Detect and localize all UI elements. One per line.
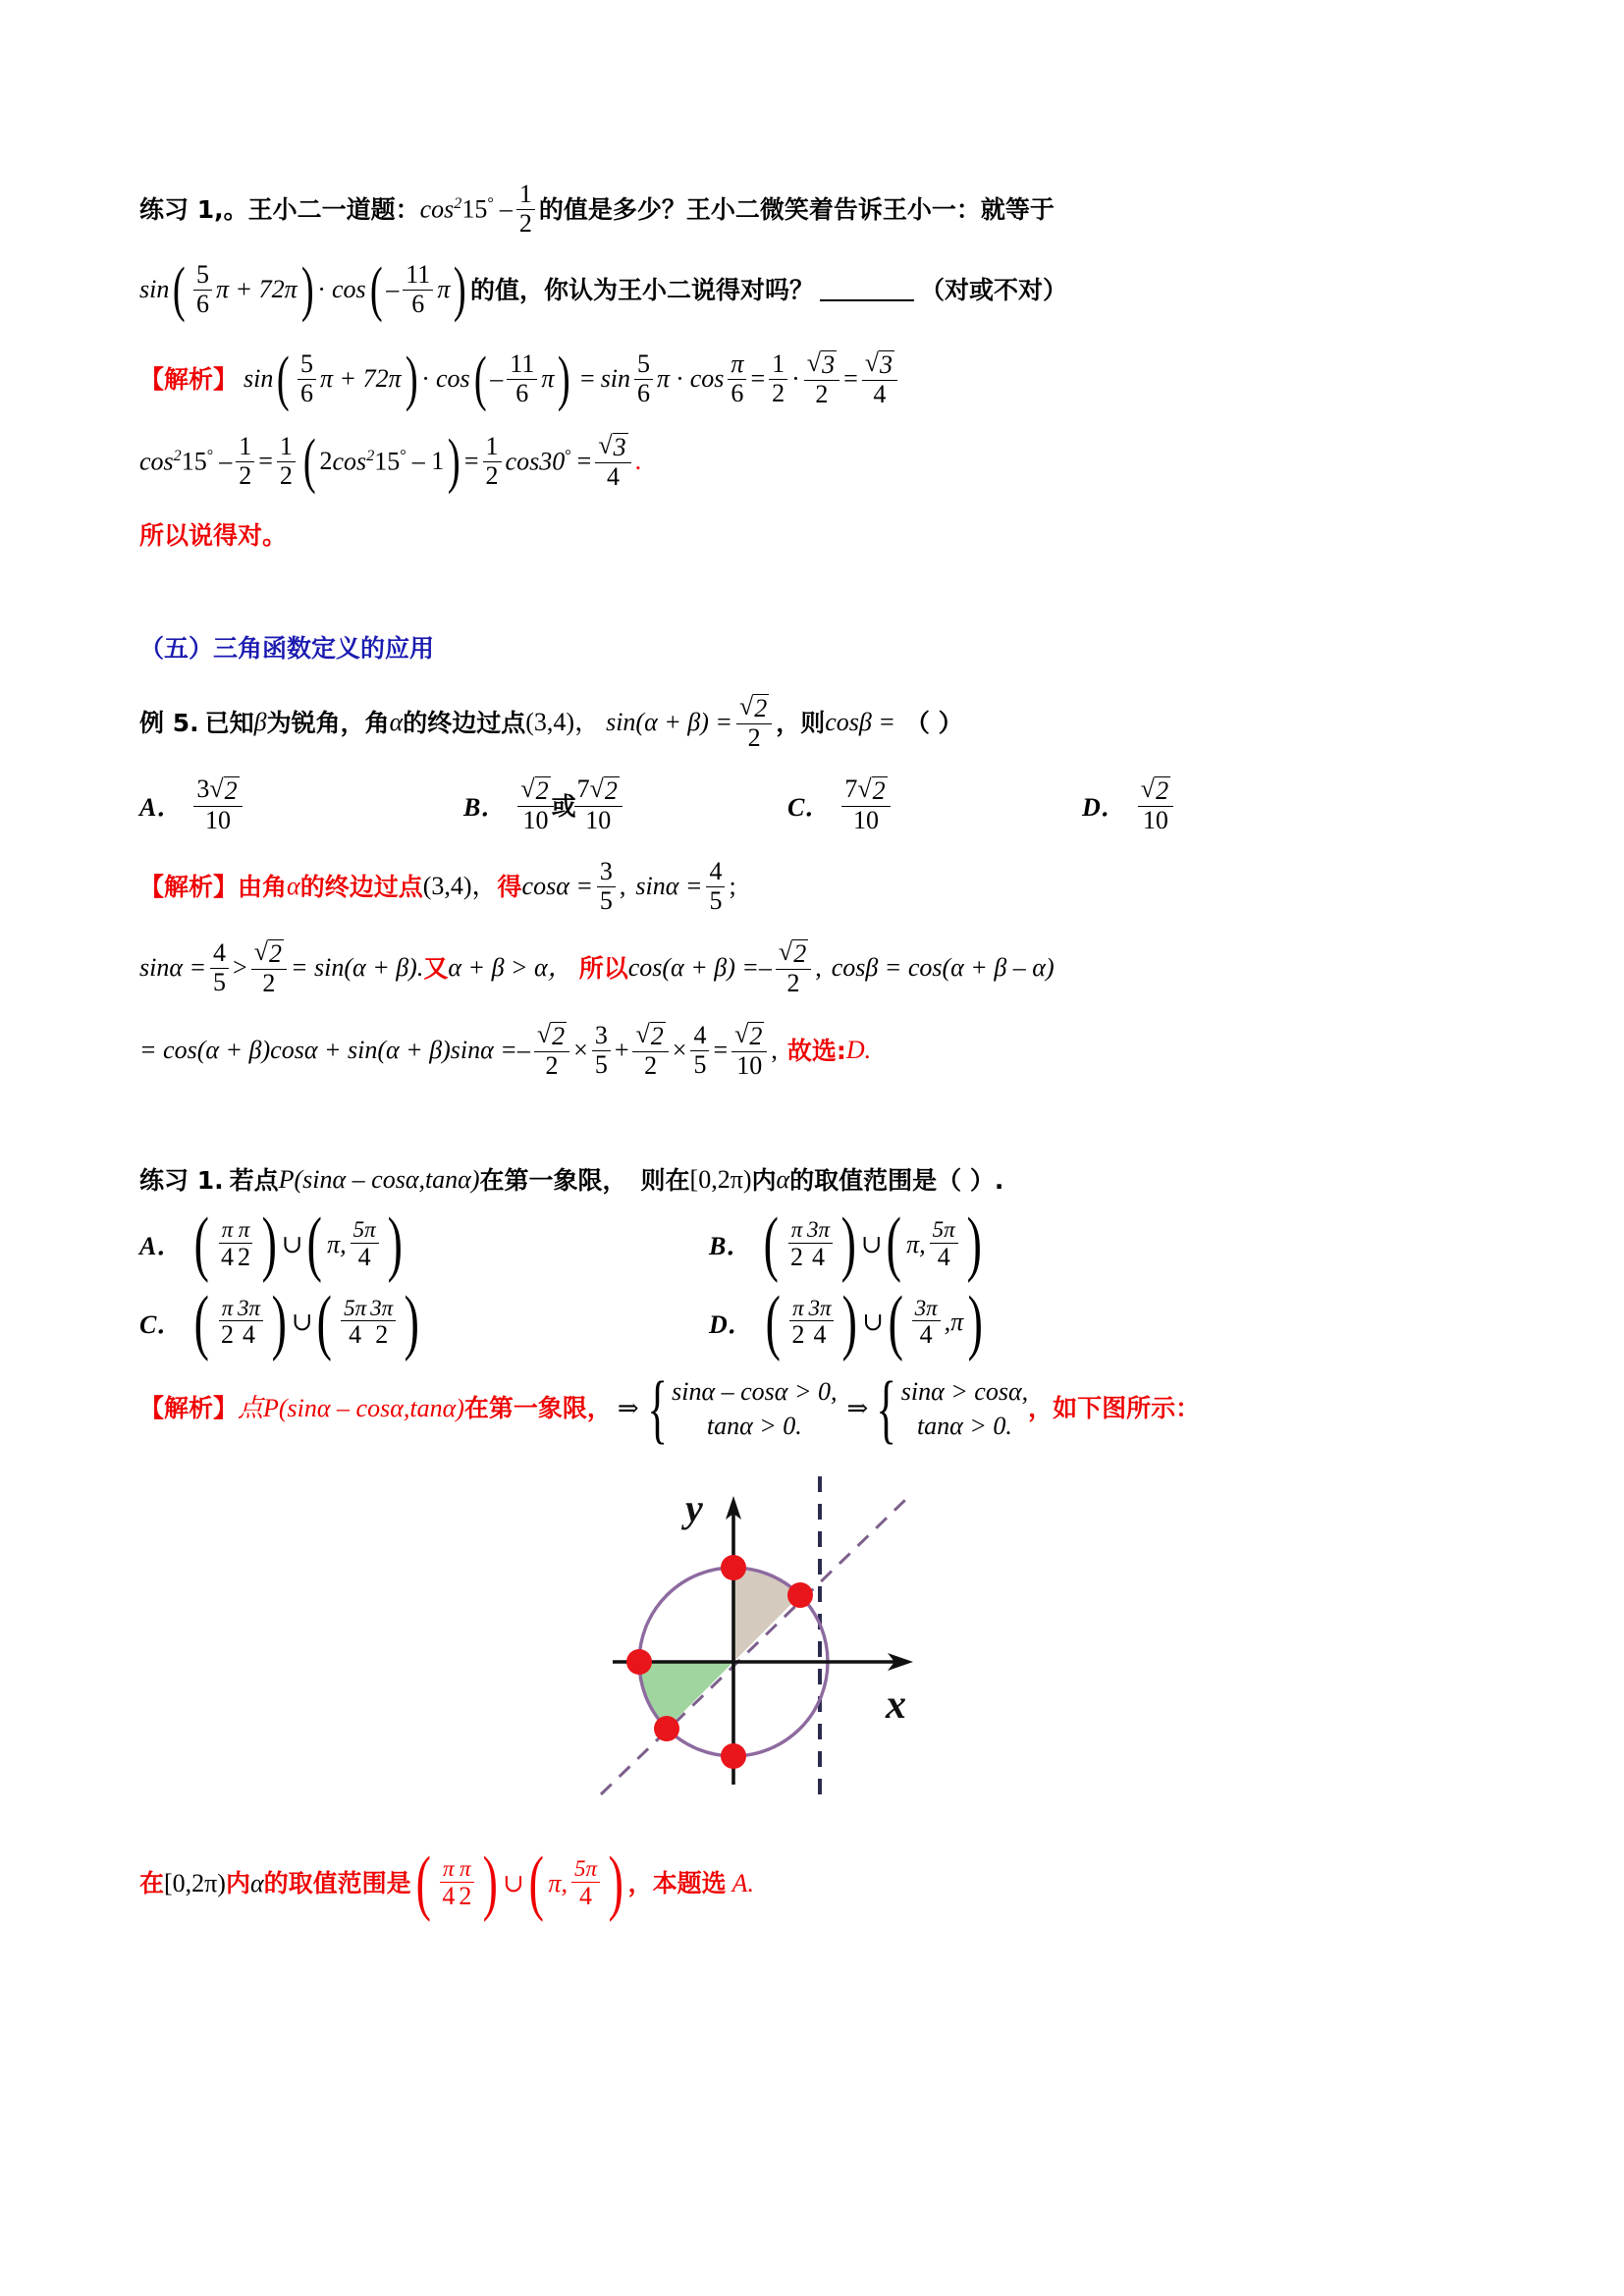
final-interval-2: ( π, $\frac{5\pi}{4}$ ) [528, 1842, 623, 1923]
option-d[interactable] [1082, 776, 1177, 833]
practice1-stem [139, 1167, 1367, 1193]
option-d-label: D． [1082, 792, 1126, 822]
solution-tag: 【解析】 [139, 1394, 239, 1423]
fraction-3-5: $\frac{3}{5}$ [592, 1023, 611, 1078]
x-axis-label: x [886, 1682, 906, 1728]
sin-function: sin [139, 275, 170, 304]
pi-comma: π, [327, 1229, 347, 1258]
final-interval-1: ( $\frac{\pi}{4}$ $\frac{\pi}{2}$ ) [415, 1842, 499, 1923]
cos-30: cos30° [505, 447, 571, 476]
cos-alpha-beta: cos(α + β) =– [627, 953, 772, 983]
implies-arrow-2: ⇒ [846, 1393, 869, 1422]
alpha-symbol: α [389, 708, 404, 737]
or-text: 或 [551, 792, 576, 822]
example5-stem-text1: 已知 [204, 708, 254, 737]
minus-sign: – [499, 194, 513, 224]
sol-text-3: 得 [497, 872, 522, 901]
union-symbol: ∪ [502, 1868, 524, 1897]
example5-stem-text2: 为锐角，角 [266, 708, 390, 737]
point-top [721, 1555, 746, 1580]
example5-solution-line2 [139, 939, 1367, 996]
cos-function: cos [331, 275, 366, 304]
example5-stem-text3: 的终边过点 [403, 708, 526, 737]
final-text-1: 在 [139, 1869, 165, 1898]
option-c-label: C． [787, 792, 831, 822]
equals-sin-alpha-beta: = sin(α + β). [291, 953, 424, 983]
point-P: P(sinα – cosα,tanα) [278, 1165, 480, 1195]
practice1-options-row2 [139, 1281, 1367, 1362]
pi-plus-72pi: π + 72π [216, 275, 298, 304]
cos-squared-15: $\cos^215^\circ$ [139, 447, 214, 476]
fraction-one-half: $\frac{1}{2}$ [769, 351, 787, 406]
fraction-one-half: $\frac{1}{2}$ [483, 434, 502, 489]
plus-sign: + [614, 1036, 629, 1065]
fraction-one-half: $\frac{1}{2}$ [277, 434, 296, 489]
document-content [139, 180, 1367, 1923]
fraction-5pi-4: $\frac{5\pi}{4}$ [341, 1297, 369, 1349]
you-text: 又 [423, 953, 449, 983]
practice1-stem-text2: 在第一象限， [479, 1165, 627, 1195]
exercise1-answer-hint: （对或不对） [920, 275, 1068, 304]
sqrt-2: √ 2 [209, 774, 238, 806]
fraction-4-5: $\frac{4}{5}$ [210, 940, 229, 995]
paren-group-5: ( 2 $\cos^215^\circ$ – 1 ) [302, 427, 460, 495]
sqrt-2: √ 2 [589, 774, 618, 806]
condition-alpha-beta: α + β > α， [448, 953, 573, 983]
green-sector [639, 1662, 733, 1729]
minus-sign: – [219, 447, 233, 476]
option-b-label: B． [463, 792, 507, 822]
sqrt-2: √ 2 [738, 692, 768, 723]
pi-comma: π, [548, 1868, 568, 1897]
alpha-symbol: α [287, 872, 300, 901]
interval-1: ( $\frac{\pi}{2}$ $\frac{3\pi}{4}$ ) [765, 1281, 858, 1362]
option-c[interactable] [787, 776, 1082, 833]
multiply-dot: · [317, 275, 326, 304]
sin-function: sin [244, 364, 274, 394]
fraction-7sqrt2-10: 7 √ 2 10 [574, 776, 623, 833]
interval-2: ( π, $\frac{5\pi}{4}$ ) [307, 1203, 403, 1285]
practice1-label: 练习 1. [139, 1165, 224, 1195]
comma: , [771, 1036, 778, 1065]
pi-symbol: π [657, 364, 671, 394]
point-5pi-over-4 [654, 1716, 679, 1741]
fraction-sqrt2-2: √ 2 2 [534, 1022, 569, 1079]
fraction-4-5: $\frac{4}{5}$ [690, 1023, 709, 1078]
example5-solution-line3 [139, 1022, 1367, 1079]
expansion-lhs: = cos(α + β)cosα + sin(α + β)sinα =– [139, 1036, 530, 1065]
exercise1-question-tail: 的值，你认为王小二说得对吗？ [470, 275, 815, 304]
unit-circle-figure [139, 1461, 1367, 1824]
coefficient-2: 2 [319, 447, 333, 476]
option-b[interactable] [463, 776, 787, 833]
cos-beta: cosβ = [825, 708, 895, 737]
cos-alpha: cosα = [521, 872, 593, 901]
sqrt-2: √ 2 [253, 937, 282, 969]
fraction-pi-2: $\frac{\pi}{2}$ [456, 1857, 474, 1909]
fraction-sqrt2-2: √ 2 2 [632, 1022, 668, 1079]
option-d[interactable] [709, 1281, 988, 1362]
unit-circle-svg [542, 1461, 964, 1824]
comma: , [815, 953, 822, 983]
fraction-sqrt2-2: √ 2 2 [251, 939, 287, 996]
minus-one: – 1 [411, 447, 445, 476]
pi-symbol: π [437, 275, 451, 304]
fraction-sqrt2-10: √ 2 10 [1138, 776, 1173, 833]
system-2: { sinα > cosα, tanα > 0. [876, 1364, 1029, 1451]
solution-tag: 【解析】 [139, 872, 239, 901]
fraction-4-5: $\frac{4}{5}$ [706, 859, 725, 914]
comma: , [619, 872, 626, 901]
multiply-dot: · [421, 364, 430, 394]
equals-sign: = [713, 1036, 729, 1065]
interval-1: ( $\frac{\pi}{2}$ $\frac{3\pi}{4}$ ) [764, 1203, 857, 1285]
multiply-sign: × [573, 1036, 588, 1065]
example5-label: 例 5. [139, 708, 199, 737]
cos-function: cos [689, 364, 725, 394]
system-1: { sinα – cosα > 0, tanα > 0. [647, 1364, 838, 1451]
fraction-pi-4: $\frac{\pi}{4}$ [439, 1857, 458, 1909]
point-P-red: 点P(sinα – cosα,tanα) [238, 1393, 464, 1422]
example5-options [139, 776, 1367, 833]
sqrt-2: √ 2 [635, 1020, 664, 1051]
answer-blank[interactable] [820, 278, 914, 301]
option-c-label: C． [139, 1309, 183, 1339]
practice1-stem-text5[interactable]: 的取值范围是（ ）. [789, 1165, 1004, 1195]
cos-function: cos [435, 364, 470, 394]
sqrt-2: √ 2 [778, 937, 807, 969]
interval-0-2pi: [0,2π) [164, 1868, 226, 1897]
fraction-pi-6: $\frac{\pi}{6}$ [728, 351, 746, 406]
fraction-7sqrt2-10: 7 √ 2 10 [841, 776, 890, 833]
pi-comma: π, [906, 1229, 926, 1258]
equals-sign: = [580, 364, 595, 394]
exercise1-solution-line1 [139, 345, 1367, 412]
greater-than: > [233, 953, 247, 983]
practice1-stem-text4: 内 [751, 1165, 777, 1195]
paren-group-3: ( $\frac{5}{6}$ π + 72π ) [277, 345, 418, 412]
example5-solution-line1 [139, 859, 1367, 914]
cos-squared-15: $\cos^215^\circ$ [332, 447, 406, 476]
union-symbol: ∪ [281, 1229, 303, 1258]
union-symbol: ∪ [862, 1308, 884, 1337]
fraction-3pi-4: $\frac{3\pi}{4}$ [804, 1218, 833, 1270]
fraction-5pi-4: $\frac{5\pi}{4}$ [930, 1218, 958, 1270]
fraction-5pi-4: $\frac{5\pi}{4}$ [351, 1218, 379, 1270]
point-pi-over-4 [787, 1582, 813, 1608]
answer-letter: D. [845, 1036, 872, 1065]
sol-text-1: 由角 [238, 872, 288, 901]
fraction-5pi-4: $\frac{5\pi}{4}$ [571, 1857, 600, 1909]
fraction-sqrt3-2: √ 3 2 [804, 350, 839, 407]
sqrt-3: √ 3 [864, 348, 893, 380]
fraction-5-6: $\frac{5}{6}$ [298, 351, 316, 406]
sqrt-2: √ 2 [520, 774, 549, 806]
sqrt-2: √ 2 [1140, 774, 1169, 806]
option-b[interactable] [709, 1203, 986, 1285]
sqrt-3: √ 3 [598, 431, 626, 462]
alpha-symbol: α [776, 1165, 790, 1195]
final-text-3: 的取值范围是 [263, 1869, 411, 1898]
cos-squared-15: $\cos^215^\circ$ [419, 194, 494, 224]
solution-tag: 【解析】 [139, 364, 239, 394]
point-left [626, 1649, 652, 1675]
sin-alpha: sinα = [139, 953, 207, 983]
final-text-4: 本题选 [652, 1869, 727, 1898]
section-heading-row [139, 634, 1367, 664]
multiply-dot: · [791, 364, 800, 394]
comma: ， [776, 708, 801, 737]
comma-pi: ,π [944, 1308, 964, 1337]
fraction-one-half: $\frac{1}{2}$ [236, 434, 254, 489]
equals-sign: = [258, 447, 273, 476]
union-symbol: ∪ [860, 1229, 883, 1258]
fraction-11-6: $\frac{11}{6}$ [507, 351, 537, 406]
fraction-3pi-4: $\frac{3\pi}{4}$ [912, 1297, 941, 1349]
fraction-sqrt2-10: √ 2 10 [517, 776, 553, 833]
interval-2: ( $\frac{5\pi}{4}$ $\frac{3\pi}{2}$ ) [317, 1281, 420, 1362]
system-2-row-2: tanα > 0. [916, 1411, 1012, 1440]
paren-group-2: ( – $\frac{11}{6}$ π ) [369, 255, 467, 323]
point-bottom [721, 1743, 746, 1769]
see-figure-text: ，如下图所示： [1028, 1394, 1201, 1423]
option-a-label: A． [139, 792, 183, 822]
answer-paren[interactable]: （ ） [904, 708, 963, 737]
exercise1-stem-line2 [139, 255, 1367, 323]
sin-alpha: sinα = [635, 872, 703, 901]
sqrt-2: √ 2 [734, 1020, 763, 1051]
fraction-3pi-4: $\frac{3\pi}{4}$ [805, 1297, 834, 1349]
multiply-sign: × [672, 1036, 687, 1065]
point-coordinates: (3,4)， [525, 708, 601, 737]
practice1-stem-text3: 则在 [640, 1165, 690, 1195]
option-b-label: B． [709, 1232, 752, 1261]
equals-sign: = [576, 447, 592, 476]
exercise1-stem-line1 [139, 182, 1367, 237]
period: . [634, 447, 642, 476]
fraction-pi-2: $\frac{\pi}{2}$ [218, 1297, 237, 1349]
system-1-row-1: sinα – cosα > 0, [672, 1376, 838, 1406]
interval-2: ( $\frac{3\pi}{4}$ ,π ) [888, 1281, 984, 1362]
fraction-sqrt2-10: √ 2 10 [731, 1022, 767, 1079]
negative-sign: – [386, 275, 400, 304]
final-answer-letter: A. [731, 1868, 755, 1897]
practice1-options-row1 [139, 1203, 1367, 1285]
exercise1-conclusion [139, 521, 1367, 551]
sin-function: sin [600, 364, 631, 394]
negative-sign: – [490, 364, 504, 394]
dashed-diagonal-line [601, 1500, 905, 1794]
union-symbol: ∪ [291, 1308, 313, 1337]
beta-symbol: β [253, 708, 267, 737]
comma: ， [627, 1869, 653, 1898]
sqrt-2: √ 2 [857, 774, 886, 806]
example5-stem [139, 694, 1367, 751]
choose-text: 故选: [786, 1036, 846, 1065]
conclusion-text: 所以说得对。 [139, 521, 288, 551]
option-c[interactable] [139, 1281, 709, 1362]
option-d-label: D． [709, 1309, 753, 1339]
exercise1-stem-text1: 王小二一道题： [247, 194, 420, 224]
equals-sign: = [843, 364, 858, 394]
fraction-sqrt3-4: √ 3 4 [595, 433, 630, 490]
section-heading: （五）三角函数定义的应用 [139, 634, 435, 664]
final-text-2: 内 [225, 1869, 250, 1898]
exercise1-label: 练习 1,。 [139, 194, 248, 224]
interval-0-2pi: [0,2π) [689, 1165, 752, 1195]
fraction-pi-2: $\frac{\pi}{2}$ [788, 1297, 807, 1349]
interval-1: ( $\frac{\pi}{4}$ $\frac{\pi}{2}$ ) [194, 1203, 277, 1285]
pi-plus-72pi: π + 72π [320, 364, 402, 394]
exercise1-stem-text2: 的值是多少？王小二微笑着告诉王小一：就等于 [538, 194, 1055, 224]
then-text: 则 [800, 708, 826, 737]
sol-text-2: 的终边过点 [299, 872, 423, 901]
fraction-sqrt2-2: √ 2 2 [776, 939, 811, 996]
alpha-symbol: α [249, 1868, 264, 1897]
equals-sign: = [750, 364, 766, 394]
fraction-3sqrt2-10: 3 √ 2 10 [193, 776, 242, 833]
fraction-sqrt2-2: √ 2 2 [736, 694, 772, 751]
practice1-solution-line [139, 1364, 1367, 1451]
interval-2: ( π, $\frac{5\pi}{4}$ ) [887, 1203, 982, 1285]
option-a[interactable] [139, 776, 463, 833]
practice1-final-answer [139, 1842, 1367, 1923]
option-a[interactable] [139, 1203, 709, 1285]
so-text: 所以 [578, 953, 628, 983]
y-axis-label: y [685, 1486, 703, 1530]
interval-1: ( $\frac{\pi}{2}$ $\frac{3\pi}{4}$ ) [194, 1281, 288, 1362]
first-quadrant-text: 在第一象限， [463, 1394, 612, 1423]
paren-group-4: ( – $\frac{11}{6}$ π ) [473, 345, 571, 412]
semicolon: ; [729, 872, 736, 901]
paren-group-1: ( $\frac{5}{6}$ π + 72π ) [173, 255, 314, 323]
fraction-3pi-4: $\frac{3\pi}{4}$ [235, 1297, 263, 1349]
fraction-5-6: $\frac{5}{6}$ [193, 262, 212, 317]
exercise1-solution-line2 [139, 427, 1367, 495]
system-1-row-2: tanα > 0. [706, 1411, 802, 1440]
option-a-label: A． [139, 1232, 183, 1261]
sqrt-3: √ 3 [806, 348, 836, 380]
sqrt-2: √ 2 [536, 1020, 566, 1051]
tan-sector [733, 1568, 800, 1662]
fraction-pi-4: $\frac{\pi}{4}$ [218, 1218, 237, 1270]
practice1-stem-text1: 若点 [229, 1165, 279, 1195]
multiply-dot: · [676, 364, 684, 394]
fraction-one-half: $\frac{1}{2}$ [516, 182, 535, 237]
system-2-row-1: sinα > cosα, [900, 1376, 1029, 1406]
fraction-pi-2: $\frac{\pi}{2}$ [787, 1218, 806, 1270]
pi-symbol: π [541, 364, 555, 394]
equals-sign: = [463, 447, 479, 476]
fraction-sqrt3-4: √ 3 4 [862, 350, 897, 407]
fraction-11-6: $\frac{11}{6}$ [403, 262, 433, 317]
cos-beta-expansion: cosβ = cos(α + β – α) [831, 953, 1055, 983]
fraction-3pi-2: $\frac{3\pi}{2}$ [367, 1297, 396, 1349]
point-coordinates: (3,4)， [422, 872, 498, 901]
fraction-pi-2: $\frac{\pi}{2}$ [235, 1218, 253, 1270]
sin-alpha-beta: sin(α + β) = [606, 708, 732, 737]
fraction-5-6: $\frac{5}{6}$ [634, 351, 653, 406]
fraction-3-5: $\frac{3}{5}$ [597, 859, 616, 914]
implies-arrow-1: ⇒ [617, 1393, 639, 1422]
